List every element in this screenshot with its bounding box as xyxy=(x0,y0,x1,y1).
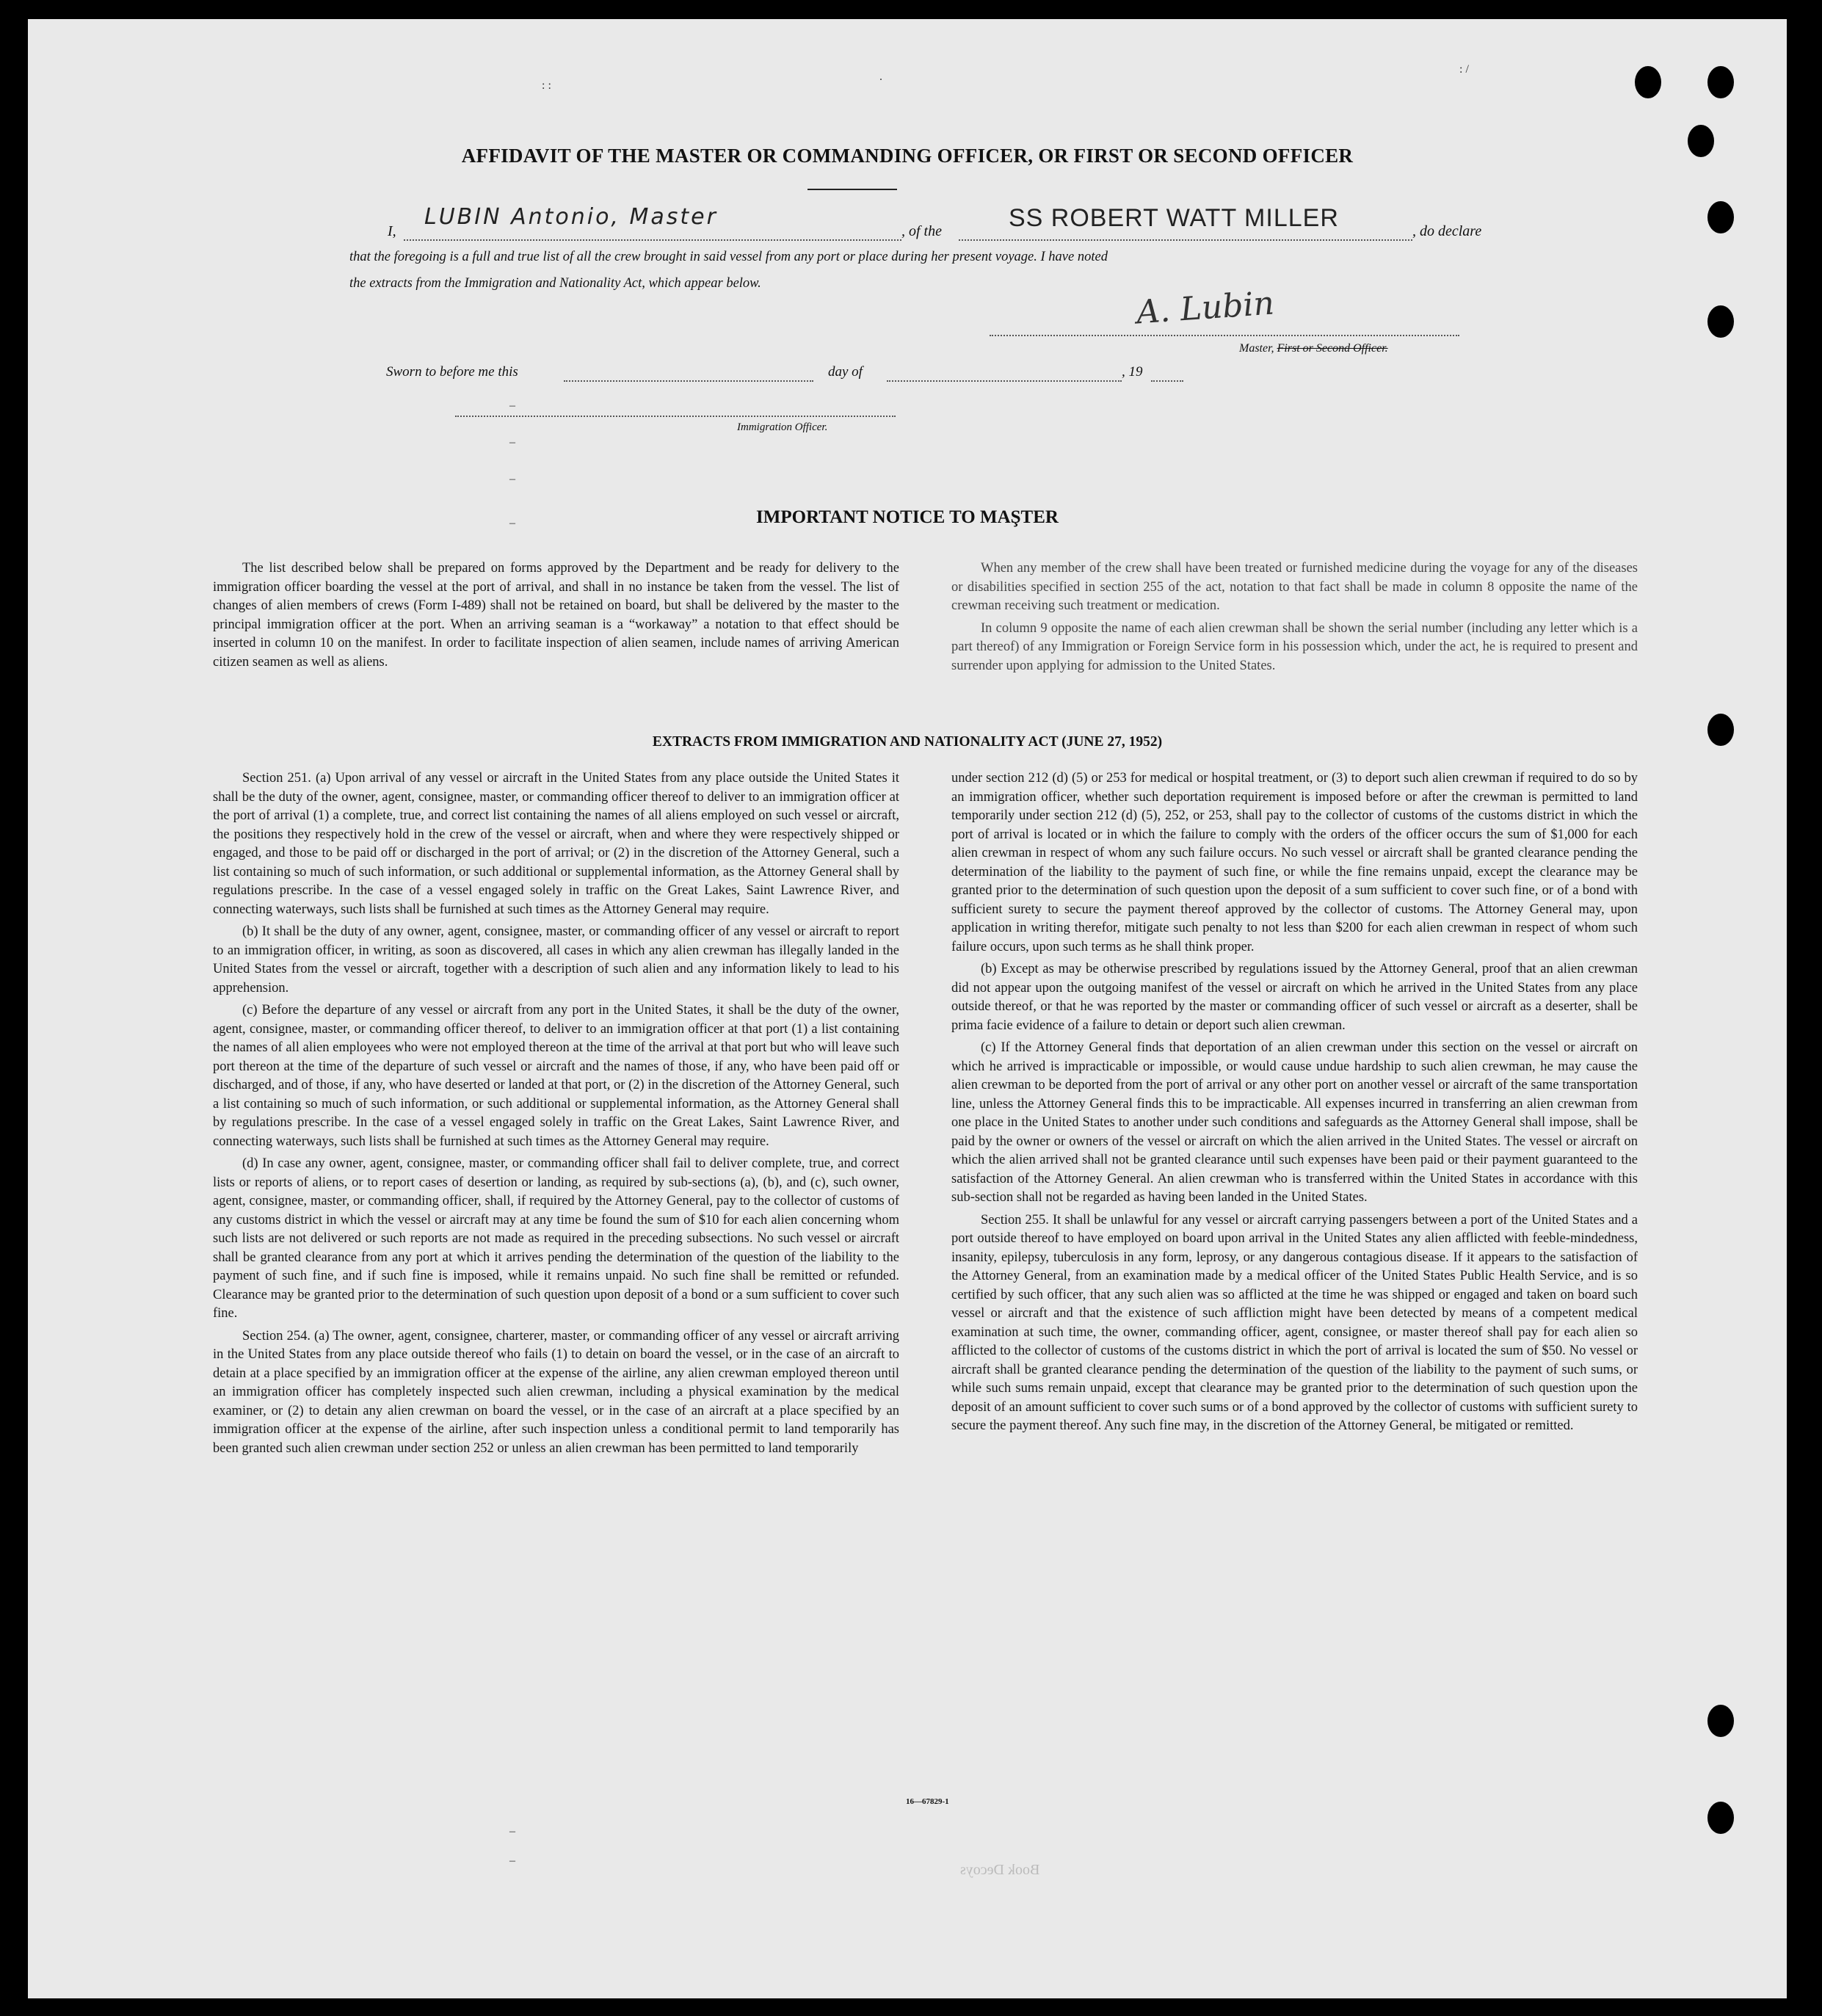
document-page: : : . : / AFFIDAVIT OF THE MASTER OR COMMANDING OFFICER, OR FIRST OR SECOND OFFICER I, LUBIN Antonio, Master , of the SS ROBERT WATT MILLER , do declare that the foregoing is a full and true list of all the crew brought in said vessel from any port or place during her present voyage. I have noted the extracts from the Immigration and Nationality Act, which appear below. A. Lubin Master, First or Second Officer. Sworn to before me this day of , 19 Immigration Officer. – – – – IMPORTANT NOTICE TO MAŞTER The list described below shall be prepared on forms approved by the Department and be ready for delivery to the immigration officer boarding the vessel at the port of arrival, and shall in no instance be taken from the vessel. The list of changes of alien members of crews (Form I-489) shall not be retained on board, but shall be delivered by the master to the principal immigration officer at the port. When an arriving seaman is a “workaway” a notation to that effect should be inserted in column 10 on the manifest. In order to facilitate inspection of alien seamen, include names of arriving American citizen seamen as well as aliens. When any member of the crew shall have been treated or furnished medicine during the voyage for any of the diseases or disabilities specified in section 255 of the act, notation to that fact shall be made in column 8 opposite the name of the crewman receiving such treatment or medication. In column 9 opposite the name of each alien crewman shall be shown the serial number (including any letter which is a part thereof) of any Immigration or Foreign Service form in his possession which, under the act, he is required to present and surrender upon applying for admission to the United States. EXTRACTS FROM IMMIGRATION AND NATIONALITY ACT (JUNE 27, 1952) Section 251. (a) Upon arrival of any vessel or aircraft in the United States from any place outside the United States it shall be the duty of the owner, agent, consignee, master, or commanding officer thereof to deliver to an immigration officer at the port of arrival (1) a complete, true, and correct list containing the names of all aliens employed on such vessel or aircraft, the positions they respectively hold in the crew of the vessel or aircraft, when and where they were respectively shipped or engaged, and those to be paid off or discharged in the port of arrival; or (2) in the discretion of the Attorney General, such a list containing so much of such information, or such additional or supplemental information, as the Attorney General shall by regulations prescribe. In the case of a vessel engaged solely in traffic on the Great Lakes, Saint Lawrence River, and connecting waterways, such lists shall be furnished at such times as the Attorney General may require. (b) It shall be the duty of any owner, agent, consignee, master, or commanding officer of any vessel or aircraft to report to an immigration officer, in writing, as soon as discovered, all cases in which any alien crewman has illegally landed in the United States from the vessel or aircraft, together with a description of such alien and any information likely to lead to his apprehension. (c) Before the departure of any vessel or aircraft from any port in the United States, it shall be the duty of the owner, agent, consignee, master, or commanding officer thereof, to deliver to an immigration officer at that port (1) a list containing the names of all alien employees who were not employed thereon at the time of the arrival at that port but who will leave such port thereon at the time of the departure of such vessel or aircraft and the names of those, if any, who have been paid off or discharged, and of those, if any, who have deserted or landed at that port, or (2) in the discretion of the Attorney General, such a list containing so much of such information, or such additional or supplemental information, as the Attorney General shall by regulations prescribe. In the case of a vessel engaged solely in traffic on the Great Lakes, Saint Lawrence River, and connecting waterways, such lists shall be furnished at such times as the Attorney General may require. (d) In case any owner, agent, consignee, master, or commanding officer shall fail to deliver complete, true, and correct lists or reports of aliens, or to report cases of desertion or landing, as required by sub-sections (a), (b), and (c), such owner, agent, consignee, master, or commanding officer, shall, if required by the Attorney General, pay to the collector of customs of any customs district in which the vessel or aircraft may at any time be found the sum of $10 for each alien concerning whom such lists are not delivered or such reports are not made as required in the preceding subsections. No such vessel or aircraft shall be granted clearance from any port at which it arrives pending the determination of the question of the liability to the payment of such fine, and if such fine is imposed, while it remains unpaid. No such fine shall be remitted or refunded. Clearance may be granted prior to the determination of such question upon deposit of a bond or a sum sufficient to cover such fine. Section 254. (a) The owner, agent, consignee, charterer, master, or commanding officer of any vessel or aircraft arriving in the United States from any place outside thereof who fails (1) to detain on board the vessel, or in the case of an aircraft to detain at a place specified by an immigration officer at the expense of the airline, any alien crewman employed thereon until an immigration officer has completely inspected such alien crewman, including a physical examination by the medical examiner, or (2) to detain any alien crewman on board the vessel, or in the case of an aircraft at a place specified by an immigration officer at the expense of the airline, after such inspection unless a conditional permit to land temporarily has been granted such alien crewman under section 252 or unless an alien crewman has been permitted to land temporarily under section 212 (d) (5) or 253 for medical or hospital treatment, or (3) to deport such alien crewman if required to do so by an immigration officer, whether such deportation requirement is imposed before or after the crewman is permitted to land temporarily under section 212 (d) (5), 252, or 253, shall pay to the collector of customs of the customs district in which the port of arrival is located or in which the failure to comply with the orders of the officer occurs the sum of $1,000 for each alien crewman in respect of whom any such failure occurs. No such vessel or aircraft shall be granted clearance pending the determination of the liability to the payment of such fine, or while the fine remains unpaid, except the clearance may be granted prior to the determination of such question upon the deposit of a sum sufficient to cover such fine, or of a bond with sufficient surety to secure the payment thereof approved by the collector of customs. The Attorney General may, upon application in writing therefor, mitigate such penalty to not less than $200 for each alien crewman in respect of whom such failure occurs, upon such terms as he shall think proper. (b) Except as may be otherwise prescribed by regulations issued by the Attorney General, proof that an alien crewman did not appear upon the outgoing manifest of the vessel or aircraft on which he arrived in the United States from any place outside thereof, or that he was reported by the master or commanding officer of such vessel or aircraft as a deserter, shall be prima facie evidence of a failure to detain or deport such alien crewman. (c) If the Attorney General finds that deportation of an alien crewman under this section on the vessel or aircraft on which he arrived is impracticable or impossible, or would cause undue hardship to such alien crewman, he may cause the alien crewman to be deported from the port of arrival or any other port on another vessel or aircraft of the same transportation line, unless the Attorney General finds this to be impracticable. All expenses incurred in transferring an alien crewman from one place in the United States to another under such conditions and safeguards as the Attorney General shall impose, shall be paid by the owner or owners of the vessel or aircraft on which the alien arrived in the United States. The vessel or aircraft on which the alien arrived shall not be granted clearance until such expenses have been paid or their payment guaranteed to the satisfaction of the Attorney General. An alien crewman who is transferred within the United States in accordance with this sub-section shall not be regarded as having been landed in the United States. Section 255. It shall be unlawful for any vessel or aircraft carrying passengers between a port of the United States and a port outside thereof to have employed on board upon arrival in the United States any alien afflicted with feeble-mindedness, insanity, epilepsy, tuberculosis in any form, leprosy, or any dangerous contagious disease. If it appears to the satisfaction of the Attorney General, from an examination made by a medical officer of the United States Public Health Service, and is so certified by such officer, that any such alien was so afflicted at the time he was shipped or engaged and taken on board such vessel or aircraft and that the existence of such affliction might have been detected by means of a competent medical examination at such time, the owner, commanding officer, agent, consignee, or master thereof shall pay for each alien so afflicted to the collector of customs of the customs district in which the port of arrival is located the sum of $50. No vessel or aircraft shall be granted clearance pending the determination of the question of the liability to the payment of such sums, or while such sums remain unpaid, except that clearance may be granted prior to the determination of such question upon the deposit of an amount sufficient to cover such sums or of a bond approved by the collector of customs with sufficient surety to secure the payment thereof. Any such fine may, in the discretion of the Attorney General, be mitigated or remitted. 16—67829-1 – – Book Decoys xyxy=(28,19,1787,1998)
sworn-date-line xyxy=(564,380,813,382)
vessel-name: SS ROBERT WATT MILLER xyxy=(1009,204,1339,232)
sworn-label: Sworn to before me this xyxy=(386,364,518,380)
declaration-line-2: the extracts from the Immigration and Nationality Act, which appear below. xyxy=(349,276,761,291)
extracts-right-column xyxy=(951,769,1638,1440)
title-rule xyxy=(807,189,897,190)
master-signature: A. Lubin xyxy=(1135,284,1276,332)
year-label: , 19 xyxy=(1122,364,1143,380)
immigration-officer-label: Immigration Officer. xyxy=(737,421,828,433)
i-label: I, xyxy=(388,223,396,239)
notice-left: The list described below shall be prepared on forms approved by the Department and be ready for delivery to the immigration officer boarding the vessel at the port of arrival, and shall in no instance be taken from the vessel. The list of changes of alien members of crews (Form I-489) shall not be retained on board, but shall be delivered by the master to the principal immigration officer at the port. When an arriving seaman is a “workaway” a notation to that effect should be inserted in column 10 on the manifest. In order to facilitate inspection of alien seamen, include names of arriving American citizen seamen as well as aliens. xyxy=(213,561,899,670)
section-251-d: (d) In case any owner, agent, consignee, master, or commanding officer shall fail to deliver complete, true, and correct lists or reports of aliens, or to report cases of desertion or landing, as required by sub-sections (a), (b), and (c), such owner, agent, consignee, master, or commanding officer, shall, if required by the Attorney General, pay to the collector of customs of any customs district in which the vessel or aircraft may at any time be found the sum of $10 for each alien concerning whom such lists are not delivered or such reports are not made as required in the preceding subsections. No such vessel or aircraft shall be granted clearance from any port at which it arrives pending the determination of the question of the liability to the payment of such fine, and if such fine is imposed, while it remains unpaid. No such fine shall be remitted or refunded. Clearance may be granted prior to the determination of such question upon deposit of a bond or a sum sufficient to cover such fine. xyxy=(213,1156,899,1321)
extracts-left-column xyxy=(213,769,899,1462)
punch-hole xyxy=(1707,66,1734,98)
name-line xyxy=(404,239,901,241)
notice-right: When any member of the crew shall have been treated or furnished medicine during the voyage for any of the diseases or disabilities specified in section 255 of the act, notation to that fact shall be made in column 8 opposite the name of the crewman receiving such treatment or medication. In column 9 opposite the name of each alien crewman shall be shown the serial number (including any letter which is a part thereof) of any Immigration or Foreign Service form in his possession which, under the act, he is required to present and surrender upon applying for admission to the United States. xyxy=(951,561,1638,673)
year-line xyxy=(1151,380,1183,382)
month-line xyxy=(887,380,1122,382)
punch-hole xyxy=(1707,1802,1734,1834)
master-name-handwritten: LUBIN Antonio, Master xyxy=(424,204,718,230)
form-code: 16—67829-1 xyxy=(906,1797,949,1806)
section-254-a: Section 254. (a) The owner, agent, consignee, charterer, master, or commanding officer of any vessel or aircraft arriving in the United States from any place outside thereof who fails (1) to detain on board the vessel, or in the case of an aircraft to detain at a place specified by an immigration officer at the expense of the airline, any alien crewman employed thereon until an immigration officer has completely inspected such alien crewman, including a physical examination by the medical examiner, or (2) to detain any alien crewman on board the vessel, or in the case of an aircraft at a place specified by an immigration officer at the expense of the airline, after such inspection unless a conditional permit to land temporarily has been granted such alien crewman under section 252 or unless an alien crewman has been permitted to land temporarily xyxy=(213,1328,899,1456)
do-declare-label: , do declare xyxy=(1412,223,1482,239)
signature-line xyxy=(990,335,1459,336)
bleed-through-text: Book Decoys xyxy=(960,1862,1040,1878)
punch-hole xyxy=(1707,1705,1734,1737)
notice-heading: IMPORTANT NOTICE TO MAŞTER xyxy=(756,507,1059,527)
of-the-label: , of the xyxy=(901,223,942,239)
section-251-c: (c) Before the departure of any vessel or aircraft from any port in the United States, it shall be the duty of the owner, agent, consignee, master, or commanding officer thereof, to deliver to an immigration officer at that port (1) a list containing the names of all alien employees who were not employed thereon at the time of the arrival at that port but who will leave such port thereon at the time of the departure of such vessel or aircraft and the names of those, if any, who have been paid off or discharged, and of those, if any, who have deserted or landed at that port, or (2) in the discretion of the Attorney General, such a list containing so much of such information, or such additional or supplemental information, as the Attorney General shall by regulations prescribe. In the case of a vessel engaged solely in traffic on the Great Lakes, Saint Lawrence River, and connecting waterways, such lists shall be furnished at such times as the Attorney General may require. xyxy=(213,1003,899,1149)
affidavit-title: AFFIDAVIT OF THE MASTER OR COMMANDING OFFICER, OR FIRST OR SECOND OFFICER xyxy=(461,145,1354,167)
punch-hole xyxy=(1707,201,1734,233)
extracts-heading: EXTRACTS FROM IMMIGRATION AND NATIONALITY ACT (JUNE 27, 1952) xyxy=(652,734,1163,750)
officer-signature-line xyxy=(455,416,896,417)
master-title-label: Master, First or Second Officer. xyxy=(1239,342,1388,355)
section-255: Section 255. It shall be unlawful for any vessel or aircraft carrying passengers between a port of the United States and a port outside thereof to have employed on board upon arrival in the United States any alien afflicted with feeble-mindedness, insanity, epilepsy, tuberculosis in any form, leprosy, or any dangerous contagious disease. If it appears to the satisfaction of the Attorney General, from an examination made by a medical officer of the United States Public Health Service, and is so certified by such officer, that any such alien was so afflicted at the time he was shipped or engaged and taken on board such vessel or aircraft and that the existence of such affliction might have been detected by means of a competent medical examination at such time, the owner, commanding officer, agent, consignee, or master thereof shall pay for each alien so afflicted to the collector of customs of the customs district in which the port of arrival is located the sum of $50. No vessel or aircraft shall be granted clearance pending the determination of the question of the liability to the payment of such sums, or while such sums remain unpaid, except that clearance may be granted prior to the determination of such question upon the deposit of an amount sufficient to cover such sums or of a bond approved by the collector of customs with sufficient surety to secure the payment thereof. Any such fine may, in the discretion of the Attorney General, be mitigated or remitted. xyxy=(951,1212,1638,1433)
punch-hole xyxy=(1707,305,1734,338)
section-254-a-cont: under section 212 (d) (5) or 253 for medical or hospital treatment, or (3) to deport such alien crewman if required to do so by an immigration officer, whether such deportation requirement is imposed before or after the crewman is permitted to land temporarily under section 212 (d) (5), 252, or 253, shall pay to the collector of customs of the customs district in which the port of arrival is located or in which the failure to comply with the orders of the officer occurs the sum of $1,000 for each alien crewman in respect of whom any such failure occurs. No such vessel or aircraft shall be granted clearance pending the determination of the liability to the payment of such fine, or while the fine remains unpaid, except the clearance may be granted prior to the determination of such question upon the deposit of a sum sufficient to cover such fine, or of a bond with sufficient surety to secure the payment thereof approved by the collector of customs. The Attorney General may, upon application in writing therefor, mitigate such penalty to not less than $200 for each alien crewman in respect of whom such failure occurs, upon such terms as he shall think proper. xyxy=(951,771,1638,954)
punch-hole xyxy=(1635,66,1661,98)
day-of-label: day of xyxy=(828,364,863,380)
declaration-line-1: that the foregoing is a full and true list of all the crew brought in said vessel from any port or place during her present voyage. I have noted xyxy=(349,250,1108,264)
vessel-line xyxy=(959,239,1412,241)
section-254-c: (c) If the Attorney General finds that deportation of an alien crewman under this section on the vessel or aircraft on which he arrived is impracticable or impossible, or would cause undue hardship to such alien crewman, he may cause the alien crewman to be deported from the port of arrival or any other port on another vessel or aircraft of the same transportation line, unless the Attorney General finds this to be impracticable. All expenses incurred in transferring an alien crewman from one place in the United States to another under such conditions and safeguards as the Attorney General shall impose, shall be paid by the owner or owners of the vessel or aircraft on which the alien arrived in the United States. The vessel or aircraft on which the alien arrived shall not be granted clearance until such expenses have been paid or their payment guaranteed to the satisfaction of the Attorney General. An alien crewman who is transferred within the United States in accordance with this sub-section shall not be regarded as having been landed in the United States. xyxy=(951,1040,1638,1205)
section-251-a: Section 251. (a) Upon arrival of any vessel or aircraft in the United States from any place outside the United States it shall be the duty of the owner, agent, consignee, master, or commanding officer thereof to deliver to an immigration officer at the port of arrival (1) a complete, true, and correct list containing the names of all aliens employed on such vessel or aircraft, the positions they respectively hold in the crew of the vessel or aircraft, when and where they were respectively shipped or engaged, and those to be paid off or discharged in the port of arrival; or (2) in the discretion of the Attorney General, such a list containing so much of such information, or such additional or supplemental information, as the Attorney General shall by regulations prescribe. In the case of a vessel engaged solely in traffic on the Great Lakes, Saint Lawrence River, and connecting waterways, such lists shall be furnished at such times as the Attorney General may require. xyxy=(213,771,899,917)
section-254-b: (b) Except as may be otherwise prescribed by regulations issued by the Attorney General, proof that an alien crewman did not appear upon the outgoing manifest of the vessel or aircraft on which he arrived in the United States from any place outside thereof, or that he was reported by the master or commanding officer of such vessel or aircraft as a deserter, shall be prima facie evidence of a failure to detain or deport such alien crewman. xyxy=(951,962,1638,1033)
section-251-b: (b) It shall be the duty of any owner, agent, consignee, master, or commanding officer of any vessel or aircraft to report to an immigration officer, in writing, as soon as discovered, all cases in which any alien crewman has illegally landed in the United States from the vessel or aircraft, together with a description of such alien and any information likely to lead to his apprehension. xyxy=(213,924,899,996)
